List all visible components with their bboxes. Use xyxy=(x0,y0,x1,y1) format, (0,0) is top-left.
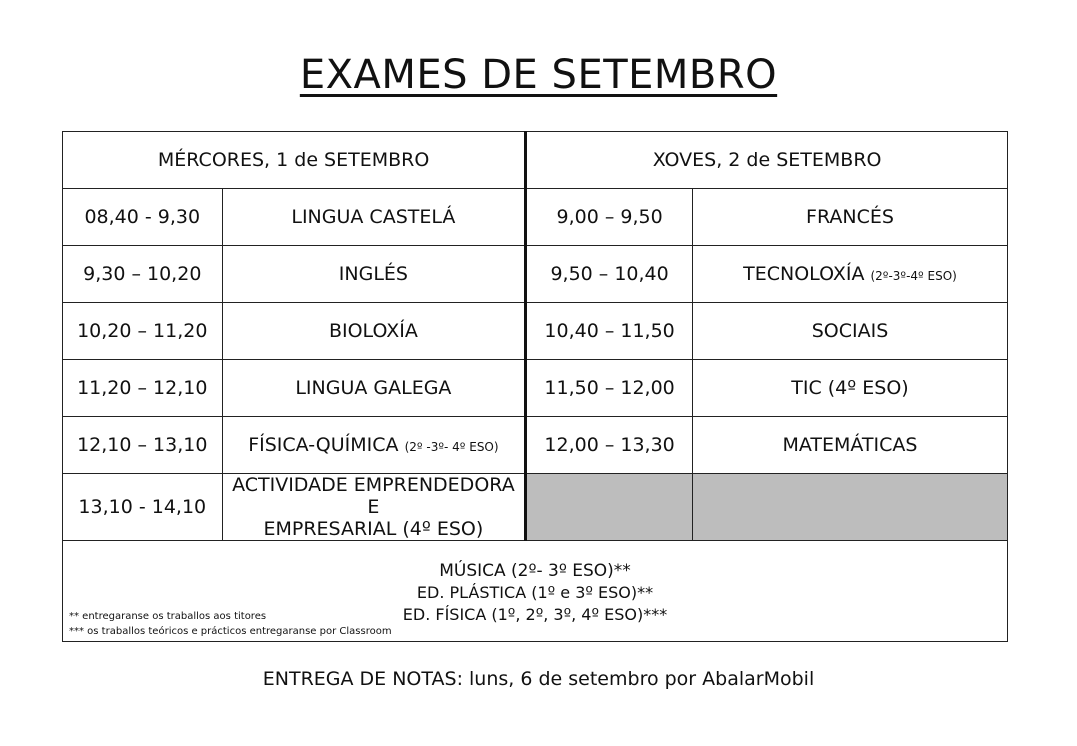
grades-delivery-note: ENTREGA DE NOTAS: luns, 6 de setembro por AbalarMobil xyxy=(262,668,815,690)
plastic-arts-line: ED. PLÁSTICA (1º e 3º ESO)** xyxy=(416,583,654,602)
footnote-1: ** entregaranse os traballos aos titores xyxy=(69,611,267,622)
empty-subject-cell xyxy=(692,474,1007,541)
left-subject-cell: LINGUA GALEGA xyxy=(222,360,526,417)
left-subject-cell: INGLÉS xyxy=(222,246,526,303)
left-subject-cell: LINGUA CASTELÁ xyxy=(222,189,526,246)
left-time-cell: 08,40 - 9,30 xyxy=(63,189,223,246)
right-subject-cell: TIC (4º ESO) xyxy=(692,360,1007,417)
footnotes xyxy=(69,609,392,639)
table-row xyxy=(63,417,1008,474)
left-subject-cell: BIOLOXÍA xyxy=(222,303,526,360)
right-time-cell: 9,50 – 10,40 xyxy=(526,246,693,303)
left-subject-cell xyxy=(222,474,526,541)
footnote-2: *** os traballos teóricos e prácticos entregaranse por Classroom xyxy=(69,626,392,637)
left-time-cell: 13,10 - 14,10 xyxy=(63,474,223,541)
footer-row xyxy=(63,541,1008,642)
left-subject-cell: FÍSICA-QUÍMICA (2º -3º- 4º ESO) xyxy=(222,417,526,474)
right-time-cell: 9,00 – 9,50 xyxy=(526,189,693,246)
subject-line-2: EMPRESARIAL (4º ESO) xyxy=(263,518,484,540)
music-line: MÚSICA (2º- 3º ESO)** xyxy=(439,561,631,581)
exam-schedule-table xyxy=(62,131,1008,642)
assignments-cell xyxy=(63,541,1008,642)
right-subject-cell: SOCIAIS xyxy=(692,303,1007,360)
table-header-row xyxy=(63,132,1008,189)
left-time-cell: 10,20 – 11,20 xyxy=(63,303,223,360)
table-row xyxy=(63,474,1008,541)
table-row xyxy=(63,189,1008,246)
right-subject-cell: MATEMÁTICAS xyxy=(692,417,1007,474)
right-subject-cell: FRANCÉS xyxy=(692,189,1007,246)
page-title: EXAMES DE SETEMBRO xyxy=(299,52,778,98)
table-row xyxy=(63,360,1008,417)
table-row xyxy=(63,246,1008,303)
right-time-cell: 10,40 – 11,50 xyxy=(526,303,693,360)
left-time-cell: 9,30 – 10,20 xyxy=(63,246,223,303)
right-time-cell: 11,50 – 12,00 xyxy=(526,360,693,417)
left-time-cell: 12,10 – 13,10 xyxy=(63,417,223,474)
left-time-cell: 11,20 – 12,10 xyxy=(63,360,223,417)
pe-line: ED. FÍSICA (1º, 2º, 3º, 4º ESO)*** xyxy=(402,605,668,624)
table-row xyxy=(63,303,1008,360)
right-subject-cell: TECNOLOXÍA (2º-3º-4º ESO) xyxy=(692,246,1007,303)
right-day-header: XOVES, 2 de SETEMBRO xyxy=(526,132,1008,189)
subject-line-1: ACTIVIDADE EMPRENDEDORA E xyxy=(232,474,515,518)
right-time-cell: 12,00 – 13,30 xyxy=(526,417,693,474)
left-day-header: MÉRCORES, 1 de SETEMBRO xyxy=(63,132,526,189)
empty-time-cell xyxy=(526,474,693,541)
